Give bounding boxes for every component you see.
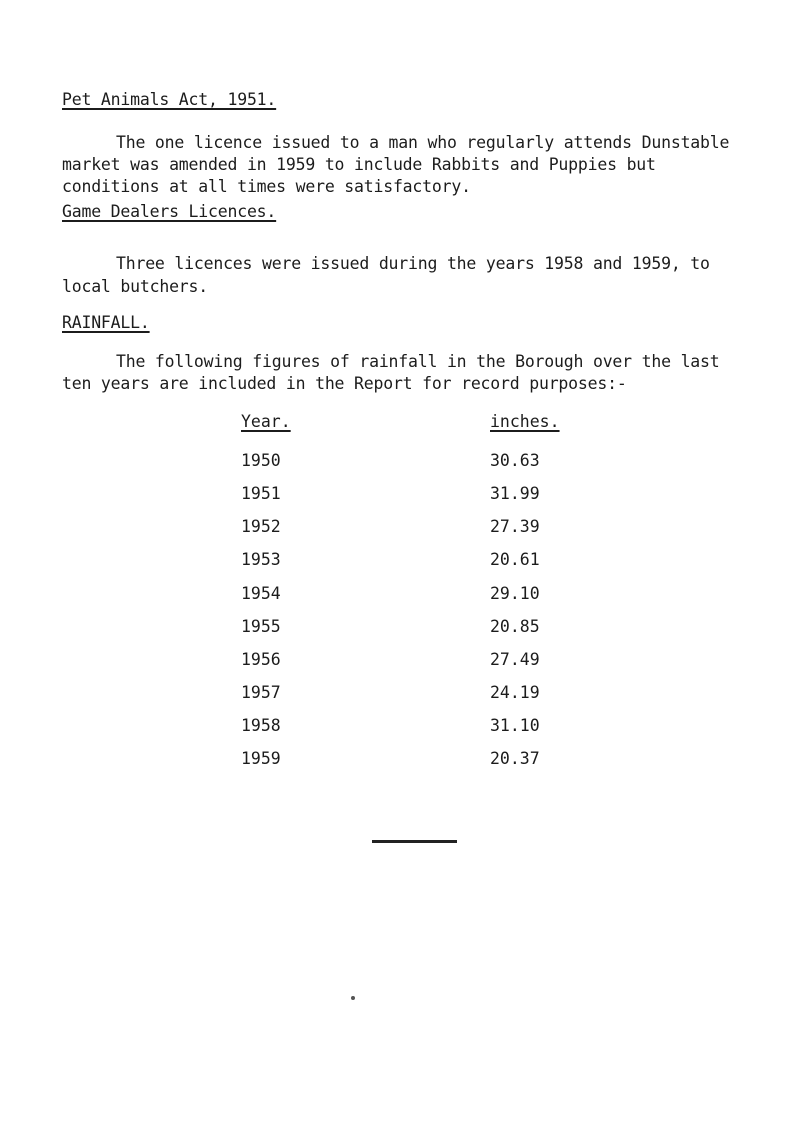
table-row-inches: 24.19 xyxy=(490,683,540,702)
table-row-inches: 27.39 xyxy=(490,517,540,536)
table-row-year: 1954 xyxy=(241,584,281,603)
pet-animals-heading: Pet Animals Act, 1951. xyxy=(62,90,277,109)
table-row-year: 1957 xyxy=(241,683,281,702)
rainfall-heading: RAINFALL. xyxy=(62,313,150,332)
pet-animals-line-3: conditions at all times were satisfactory. xyxy=(62,177,471,196)
table-row-inches: 30.63 xyxy=(490,451,540,470)
table-header-year: Year. xyxy=(241,412,291,431)
stray-mark xyxy=(351,996,355,1000)
table-header-inches: inches. xyxy=(490,412,560,431)
table-row-year: 1953 xyxy=(241,550,281,569)
game-dealers-heading: Game Dealers Licences. xyxy=(62,202,277,221)
table-row-year: 1959 xyxy=(241,749,281,768)
table-row-inches: 27.49 xyxy=(490,650,540,669)
table-row-inches: 20.37 xyxy=(490,749,540,768)
pet-animals-line-1: The one licence issued to a man who regularly attends Dunstable xyxy=(116,133,730,152)
table-row-inches: 29.10 xyxy=(490,584,540,603)
table-row-year: 1956 xyxy=(241,650,281,669)
table-row-year: 1951 xyxy=(241,484,281,503)
game-dealers-line-1: Three licences were issued during the years 1958 and 1959, to xyxy=(116,254,710,273)
table-row-inches: 31.10 xyxy=(490,716,540,735)
section-divider-rule xyxy=(372,840,457,843)
game-dealers-line-2: local butchers. xyxy=(62,277,209,296)
table-row-inches: 20.85 xyxy=(490,617,540,636)
table-row-inches: 20.61 xyxy=(490,550,540,569)
table-row-year: 1952 xyxy=(241,517,281,536)
table-row-year: 1958 xyxy=(241,716,281,735)
rainfall-line-1: The following figures of rainfall in the Borough over the last xyxy=(116,352,720,371)
table-row-year: 1955 xyxy=(241,617,281,636)
pet-animals-line-2: market was amended in 1959 to include Rabbits and Puppies but xyxy=(62,155,656,174)
table-row-inches: 31.99 xyxy=(490,484,540,503)
rainfall-line-2: ten years are included in the Report for record purposes:- xyxy=(62,374,627,393)
table-row-year: 1950 xyxy=(241,451,281,470)
